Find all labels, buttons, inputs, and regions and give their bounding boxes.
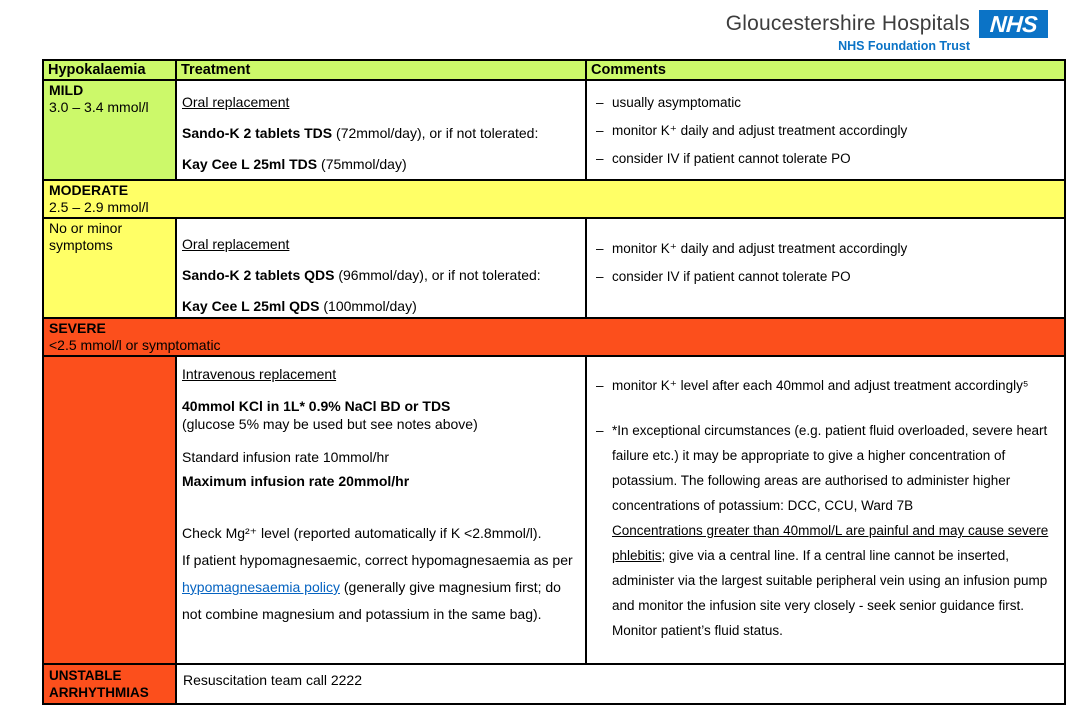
- moderate-option2-drug: Kay Cee L 25ml QDS: [182, 298, 320, 314]
- unstable-label: UNSTABLE ARRHYTHMIAS: [49, 668, 149, 700]
- comment-text: consider IV if patient cannot tolerate PO: [612, 269, 851, 284]
- mg-text-pre: If patient hypomagnesaemic, correct hypomagnesaemia as per: [182, 552, 573, 568]
- moderate-symptoms: No or minor symptoms: [49, 220, 123, 253]
- hospital-name: Gloucestershire Hospitals: [725, 12, 970, 35]
- moderate-symptoms-cell: [43, 218, 176, 318]
- col-header-hypokalaemia: Hypokalaemia: [43, 60, 176, 80]
- hypokalaemia-table: [42, 59, 1066, 705]
- moderate-option2-note: (100mmol/day): [319, 298, 417, 314]
- bullet-dash: –: [596, 95, 604, 110]
- mild-row: [43, 80, 1065, 180]
- moderate-treatment-cell: [176, 218, 586, 318]
- bullet-dash: –: [596, 151, 604, 166]
- severe-standard-rate: Standard infusion rate 10mmol/hr: [182, 449, 389, 465]
- mild-range: 3.0 – 3.4 mmol/l: [49, 99, 149, 115]
- trust-name: NHS Foundation Trust: [838, 39, 970, 53]
- comment-text: monitor K⁺ level after each 40mmol and adjust treatment accordingly⁵: [612, 378, 1029, 393]
- moderate-label: MODERATE: [49, 182, 129, 198]
- comment-text: monitor K⁺ daily and adjust treatment accordingly: [612, 123, 908, 138]
- comment-warning-underlined: Concentrations greater than 40mmol/L are painful and may cause severe phlebitis: [612, 523, 1049, 563]
- mild-option2-note: (75mmol/day): [317, 156, 407, 172]
- comment-body: [612, 418, 1056, 643]
- bullet-dash: –: [596, 378, 604, 393]
- comment-warning: [612, 518, 1056, 643]
- comment-item: [596, 149, 1056, 168]
- bullet-dash: –: [596, 123, 604, 138]
- brand-header: [726, 10, 1048, 53]
- moderate-range: 2.5 – 2.9 mmol/l: [49, 199, 149, 215]
- severe-mg-check: Check Mg²⁺ level (reported automatically if K <2.8mmol/l).: [182, 525, 542, 541]
- severe-mg-paragraph: [182, 547, 579, 628]
- moderate-banner: [43, 180, 1065, 218]
- mild-comments-cell: [586, 80, 1065, 180]
- moderate-row: [43, 218, 1065, 318]
- moderate-option1-drug: Sando-K 2 tablets QDS: [182, 267, 335, 283]
- comment-text: *In exceptional circumstances (e.g. patient fluid overloaded, severe heart failure etc.) it may be appropriate to give a higher concentration of potassium. The following areas are authorised to administer higher concentrations of potassium: DCC, CCU, Ward 7B: [612, 423, 1048, 513]
- severe-range: <2.5 mmol/l or symptomatic: [49, 337, 221, 353]
- mild-treatment-cell: [176, 80, 586, 180]
- nhs-logo: [979, 10, 1048, 38]
- comment-item: [596, 121, 1056, 140]
- mg-text-post: (generally give magnesium first; do not combine magnesium and potassium in the same bag).: [182, 579, 561, 622]
- bullet-dash: –: [596, 423, 604, 438]
- severe-treatment-heading: Intravenous replacement: [182, 366, 337, 382]
- bullet-dash: –: [596, 269, 604, 284]
- severe-severity-cell: [43, 356, 176, 664]
- comment-warning-rest: ; give via a central line. If a central line cannot be inserted, administer via the largest suitable peripheral vein using an infusion pump and monitor the infusion site very closely - seek senior guidance first. Monitor patient’s fluid status.: [612, 548, 1048, 638]
- comment-item: [596, 373, 1056, 398]
- severe-treatment-cell: [176, 356, 586, 664]
- comment-item: [596, 267, 1056, 286]
- comment-item: [596, 239, 1056, 258]
- mild-option2-drug: Kay Cee L 25ml TDS: [182, 156, 318, 172]
- unstable-arrhythmias-cell: [43, 664, 176, 704]
- brand-text: [726, 10, 970, 53]
- table-header-row: [43, 60, 1065, 80]
- moderate-comments-cell: [586, 218, 1065, 318]
- mild-severity-cell: [43, 80, 176, 180]
- severe-iv-dose: 40mmol KCl in 1L* 0.9% NaCl BD or TDS: [182, 398, 451, 414]
- severe-banner: [43, 318, 1065, 356]
- moderate-treatment-heading: Oral replacement: [182, 236, 290, 252]
- mild-option1-drug: Sando-K 2 tablets TDS: [182, 125, 333, 141]
- col-header-comments: Comments: [586, 60, 1065, 80]
- severe-max-rate: Maximum infusion rate 20mmol/hr: [182, 473, 410, 489]
- moderate-option1-note: (96mmol/day), or if not tolerated:: [334, 267, 541, 283]
- comment-text: usually asymptomatic: [612, 95, 742, 110]
- unstable-row: [43, 664, 1065, 704]
- bullet-dash: –: [596, 241, 604, 256]
- severe-iv-dose-note: (glucose 5% may be used but see notes above): [182, 416, 478, 432]
- unstable-action-cell: [176, 664, 1065, 704]
- comment-text: monitor K⁺ daily and adjust treatment accordingly: [612, 241, 908, 256]
- comment-text: consider IV if patient cannot tolerate PO: [612, 151, 851, 166]
- nhs-logo-text: NHS: [989, 10, 1038, 37]
- comment-item: [596, 93, 1056, 112]
- comment-item: [596, 418, 1056, 643]
- severe-label: SEVERE: [49, 320, 106, 336]
- mild-option1-note: (72mmol/day), or if not tolerated:: [332, 125, 539, 141]
- col-header-treatment: Treatment: [176, 60, 586, 80]
- hypomagnesaemia-policy-link[interactable]: hypomagnesaemia policy: [182, 579, 340, 595]
- mild-label: MILD: [49, 82, 84, 98]
- severe-comments-cell: [586, 356, 1065, 664]
- unstable-action: Resuscitation team call 2222: [183, 672, 362, 688]
- moderate-banner-row: [43, 180, 1065, 218]
- severe-row: [43, 356, 1065, 664]
- mild-treatment-heading: Oral replacement: [182, 94, 290, 110]
- severe-banner-row: [43, 318, 1065, 356]
